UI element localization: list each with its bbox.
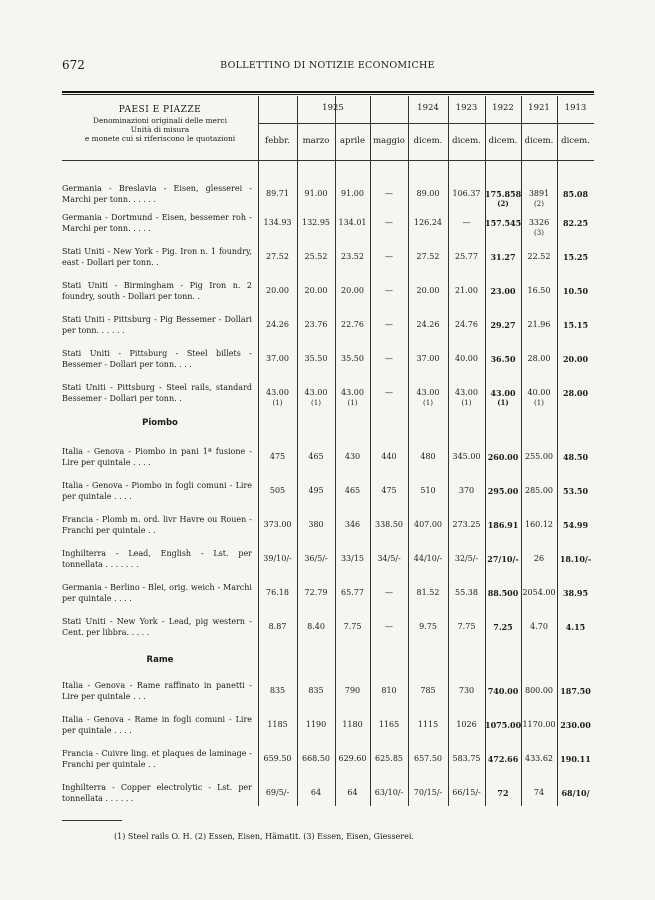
cell-note: (1) bbox=[423, 399, 433, 407]
table-cell: 157.545 bbox=[485, 218, 522, 228]
table-cell: 8.40 bbox=[307, 622, 325, 631]
table-cell: 64 bbox=[347, 788, 358, 797]
table-cell: 273.25 bbox=[452, 520, 481, 529]
page-number: 672 bbox=[62, 58, 85, 72]
table-cell: 43.00 (1) bbox=[297, 388, 335, 408]
month-header: dicem. bbox=[488, 136, 518, 146]
table-cell: 82.25 bbox=[562, 218, 589, 228]
table-cell: 81.52 bbox=[416, 588, 440, 597]
section-heading: Rame bbox=[146, 655, 174, 665]
row-label: Germania - Dortmund - Eisen, bessemer roh - Marchi per tonn. . . . . bbox=[62, 213, 252, 233]
table-cell: 373.00 bbox=[263, 520, 292, 529]
column-divider bbox=[258, 96, 259, 806]
table-cell: 7.25 bbox=[493, 622, 513, 632]
table-cell: 187.50 bbox=[560, 686, 591, 696]
table-cell: 68/10/ bbox=[561, 788, 590, 798]
table-cell: 89.00 bbox=[416, 189, 440, 198]
table-cell: 126.24 bbox=[414, 218, 442, 227]
month-header: dicem. bbox=[561, 136, 590, 146]
table-cell: 16.50 bbox=[527, 286, 551, 295]
table-cell: 800.00 bbox=[525, 686, 553, 695]
table-cell: 583.75 bbox=[452, 754, 481, 763]
month-header: dicem. bbox=[524, 136, 554, 146]
table-cell: — bbox=[385, 286, 393, 295]
table-cell: 629.60 bbox=[338, 754, 367, 763]
table-cell: 18.10/- bbox=[559, 554, 592, 564]
table-cell: 1165 bbox=[378, 720, 400, 729]
table-cell: 810 bbox=[381, 686, 397, 695]
table-cell: 20.00 bbox=[341, 286, 364, 295]
year-header: 1922 bbox=[492, 103, 514, 113]
table-cell: 43.00 (1) bbox=[408, 388, 448, 408]
running-title: BOLLETTINO DI NOTIZIE ECONOMICHE bbox=[220, 60, 435, 71]
table-cell: 27/10/- bbox=[487, 554, 519, 564]
table-cell: 465 bbox=[344, 486, 361, 495]
table-cell: 25.77 bbox=[455, 252, 478, 261]
table-cell: 54.99 bbox=[562, 520, 589, 530]
table-cell: 1170.00 bbox=[522, 720, 556, 729]
label-header-line4: e monete cui si riferiscono le quotazioni bbox=[84, 134, 236, 143]
table-cell: 1026 bbox=[456, 720, 477, 729]
table-cell: 190.11 bbox=[560, 754, 591, 764]
table-cell: 20.00 bbox=[266, 286, 289, 295]
table-cell: 132.95 bbox=[302, 218, 330, 227]
table-cell: 465 bbox=[308, 452, 324, 461]
table-cell: 43.00 (1) bbox=[448, 388, 485, 408]
table-cell: — bbox=[462, 218, 471, 227]
label-header-line2: Denominazioni originali delle merci bbox=[93, 116, 227, 125]
table-cell: 1075.00 bbox=[485, 720, 522, 730]
table-cell: 1115 bbox=[417, 720, 439, 729]
row-label: Inghilterra - Copper electrolytic - Lst. per tonnellata . . . . . . bbox=[62, 783, 252, 803]
table-cell: — bbox=[385, 252, 393, 261]
year-header: 1921 bbox=[528, 103, 550, 113]
table-cell: 430 bbox=[344, 452, 361, 461]
table-cell: 40.00 bbox=[455, 354, 478, 363]
table-cell: 28.00 bbox=[527, 354, 551, 363]
year-header: 1925 bbox=[322, 103, 344, 113]
table-cell: 39/10/- bbox=[263, 554, 292, 563]
table-cell: 8.87 bbox=[268, 622, 287, 631]
cell-note: (3) bbox=[534, 229, 544, 237]
table-cell: 74 bbox=[533, 788, 545, 797]
cell-note: (1) bbox=[534, 399, 544, 407]
table-cell: — bbox=[385, 622, 393, 631]
table-cell: 24.26 bbox=[416, 320, 440, 329]
table-cell: 36/5/- bbox=[304, 554, 328, 563]
cell-note: (1) bbox=[272, 399, 283, 407]
table-cell: 433.62 bbox=[525, 754, 553, 763]
table-cell: 10.50 bbox=[562, 286, 589, 296]
header-bottom-rule bbox=[62, 160, 594, 161]
table-cell: 657.50 bbox=[414, 754, 442, 763]
cell-note: (1) bbox=[347, 399, 358, 407]
table-cell: 65.77 bbox=[341, 588, 364, 597]
year-header: 1924 bbox=[417, 103, 439, 113]
cell-note: (2) bbox=[497, 199, 509, 208]
table-cell: 91.00 bbox=[304, 189, 328, 198]
footnote: (1) Steel rails O. H. (2) Essen, Eisen, Hämatit. (3) Essen, Eisen, Giesserei. bbox=[114, 832, 414, 841]
column-divider bbox=[557, 96, 558, 806]
table-cell: 23.52 bbox=[341, 252, 364, 261]
year-header: 1913 bbox=[564, 103, 587, 113]
table-cell: 32/5/- bbox=[454, 554, 479, 563]
table-cell: 346 bbox=[344, 520, 361, 529]
table-cell: 43.00 (1) bbox=[335, 388, 370, 408]
table-cell: 21.00 bbox=[455, 286, 478, 295]
table-cell: 44/10/- bbox=[413, 554, 443, 563]
table-cell: 43.00 (1) bbox=[258, 388, 297, 408]
month-header: dicem. bbox=[413, 136, 443, 146]
section-heading: Piombo bbox=[142, 418, 178, 428]
cell-note: (2) bbox=[534, 200, 544, 208]
row-label: Stati Uniti - Pittsburg - Steel billets - Bessemer - Dollari per tonn. . . . bbox=[62, 349, 252, 369]
header-divider bbox=[258, 123, 594, 124]
table-cell: 472.66 bbox=[487, 754, 519, 764]
table-cell: 255.00 bbox=[525, 452, 553, 461]
column-divider bbox=[335, 96, 336, 806]
top-rule-thin bbox=[62, 94, 594, 95]
table-cell: 33/15 bbox=[340, 554, 365, 563]
table-cell: 72 bbox=[497, 788, 509, 798]
table-cell: 345.00 bbox=[452, 452, 481, 461]
cell-note: (1) bbox=[311, 399, 321, 407]
table-cell: 4.70 bbox=[530, 622, 548, 631]
table-cell: 20.00 bbox=[304, 286, 328, 295]
table-cell: 440 bbox=[381, 452, 397, 461]
month-header: febbr. bbox=[265, 136, 290, 146]
row-label: Germania - Breslavia - Eisen, glesserei - Marchi per tonn. . . . . . bbox=[62, 184, 252, 204]
table-cell: 475 bbox=[381, 486, 397, 495]
month-header: aprile bbox=[339, 136, 366, 146]
table-cell: 70/15/- bbox=[413, 788, 443, 797]
table-cell: 37.00 bbox=[266, 354, 289, 363]
table-cell: 295.00 bbox=[487, 486, 519, 496]
table-cell: 28.00 bbox=[562, 388, 589, 398]
table-cell: 38.95 bbox=[562, 588, 589, 598]
table-cell: 25.52 bbox=[304, 252, 328, 261]
table-cell: 7.75 bbox=[457, 622, 476, 631]
table-cell: 1185 bbox=[267, 720, 288, 729]
table-cell: 668.50 bbox=[302, 754, 330, 763]
row-label: Stati Uniti - New York - Pig. Iron n. 1 foundry, east - Dollari per tonn. . bbox=[62, 247, 252, 267]
table-cell: 106.37 bbox=[452, 189, 481, 198]
table-cell: 175.858 (2) bbox=[485, 189, 522, 208]
table-cell: 27.52 bbox=[416, 252, 440, 261]
table-cell: 20.00 bbox=[416, 286, 440, 295]
row-label: Francia - Plomb m. ord. livr Havre ou Rouen - Franchi per quintale . . bbox=[62, 515, 252, 535]
table-cell: 2054.00 bbox=[522, 588, 556, 597]
table-cell: 34/5/- bbox=[377, 554, 401, 563]
row-label: Inghilterra - Lead, English - Lst. per tonnellata . . . . . . . bbox=[62, 549, 252, 569]
column-divider bbox=[408, 96, 409, 806]
table-cell: 15.25 bbox=[562, 252, 589, 262]
table-cell: 407.00 bbox=[414, 520, 442, 529]
table-cell: 260.00 bbox=[487, 452, 519, 462]
table-cell: 475 bbox=[269, 452, 286, 461]
table-cell: 15.15 bbox=[562, 320, 589, 330]
year-header: 1923 bbox=[455, 103, 478, 113]
table-cell: 7.75 bbox=[343, 622, 362, 631]
table-cell: 160.12 bbox=[525, 520, 553, 529]
table-cell: 480 bbox=[420, 452, 436, 461]
table-cell: 66/15/- bbox=[452, 788, 481, 797]
footnote-rule bbox=[62, 820, 122, 821]
month-header: maggio bbox=[373, 136, 405, 146]
table-cell: 36.50 bbox=[490, 354, 516, 364]
row-label: Italia - Genova - Piombo in pani 1ª fusione - Lire per quintale . . . . bbox=[62, 447, 252, 467]
table-cell: 730 bbox=[458, 686, 475, 695]
table-cell: 23.00 bbox=[490, 286, 516, 296]
table-cell: — bbox=[385, 218, 393, 227]
table-cell: 23.76 bbox=[304, 320, 328, 329]
row-label: Stati Uniti - Pittsburg - Pig Bessemer - Dollari per tonn. . . . . . bbox=[62, 315, 252, 335]
row-label: Italia - Genova - Rame in fogli comuni - Lire per quintale . . . . bbox=[62, 715, 252, 735]
table-cell: 76.18 bbox=[266, 588, 289, 597]
table-cell: 510 bbox=[420, 486, 436, 495]
table-cell: 1190 bbox=[305, 720, 327, 729]
table-cell: 380 bbox=[308, 520, 324, 529]
row-label: Francia - Cuivre ling. et plaques de laminage - Franchi per quintale . . bbox=[62, 749, 252, 769]
table-cell: 24.76 bbox=[455, 320, 478, 329]
table-cell: 285.00 bbox=[525, 486, 553, 495]
month-header: dicem. bbox=[452, 136, 481, 146]
table-cell: — bbox=[385, 354, 393, 363]
table-cell: 69/5/- bbox=[265, 788, 290, 797]
table-cell: 9.75 bbox=[419, 622, 437, 631]
cell-note: (1) bbox=[497, 398, 509, 407]
table-cell: 505 bbox=[269, 486, 286, 495]
table-cell: 55.38 bbox=[455, 588, 478, 597]
column-divider bbox=[448, 96, 449, 806]
table-cell: 3326 (3) bbox=[521, 218, 557, 238]
table-cell: 338.50 bbox=[375, 520, 403, 529]
table-cell: 740.00 bbox=[487, 686, 519, 696]
table-cell: 3891 (2) bbox=[521, 189, 557, 209]
month-header: marzo bbox=[302, 136, 330, 146]
column-divider bbox=[297, 96, 298, 806]
top-rule bbox=[62, 91, 594, 93]
table-cell: 134.01 bbox=[338, 218, 367, 227]
row-label: Italia - Genova - Piombo in fogli comuni - Lire per quintale . . . . bbox=[62, 481, 252, 501]
column-divider bbox=[370, 96, 371, 806]
table-cell: 495 bbox=[308, 486, 324, 495]
table-cell: 89.71 bbox=[266, 189, 289, 198]
table-cell: 4.15 bbox=[565, 622, 586, 632]
table-cell: 20.00 bbox=[562, 354, 589, 364]
table-cell: 22.76 bbox=[341, 320, 364, 329]
table-cell: 63/10/- bbox=[374, 788, 404, 797]
table-cell: 24.26 bbox=[266, 320, 289, 329]
cell-note: (1) bbox=[461, 399, 472, 407]
table-cell: 35.50 bbox=[341, 354, 364, 363]
row-label: Stati Uniti - New York - Lead, pig western - Cent. per libbra. . . . . bbox=[62, 617, 252, 637]
table-cell: — bbox=[385, 388, 393, 397]
label-header bbox=[62, 104, 258, 143]
table-cell: 835 bbox=[269, 686, 286, 695]
row-label: Stati Uniti - Birmingham - Pig Iron n. 2 foundry, south - Dollari per tonn. . bbox=[62, 281, 252, 301]
label-header-title: PAESI E PIAZZE bbox=[118, 105, 202, 115]
row-label: Stati Uniti - Pittsburg - Steel rails, standard Bessemer - Dollari per tonn. . bbox=[62, 383, 252, 403]
table-cell: 790 bbox=[344, 686, 361, 695]
table-cell: 53.50 bbox=[562, 486, 589, 496]
table-cell: 72.79 bbox=[304, 588, 328, 597]
table-cell: 91.00 bbox=[341, 189, 364, 198]
row-label: Italia - Genova - Rame raffinato in panetti - Lire per quintale . . . bbox=[62, 681, 252, 701]
label-header-line3: Unità di misura bbox=[130, 125, 190, 134]
table-cell: 1180 bbox=[342, 720, 363, 729]
table-cell: — bbox=[385, 320, 393, 329]
table-cell: 37.00 bbox=[416, 354, 440, 363]
table-cell: 26 bbox=[533, 554, 545, 563]
table-cell: 625.85 bbox=[375, 754, 403, 763]
table-cell: 27.52 bbox=[266, 252, 289, 261]
table-cell: 85.08 bbox=[562, 189, 589, 199]
table-cell: — bbox=[385, 588, 393, 597]
table-cell: 659.50 bbox=[263, 754, 292, 763]
table-cell: 370 bbox=[458, 486, 475, 495]
table-cell: 22.52 bbox=[527, 252, 551, 261]
table-cell: 31.27 bbox=[490, 252, 516, 262]
table-cell: 186.91 bbox=[487, 520, 519, 530]
table-cell: 40.00 (1) bbox=[521, 388, 557, 408]
table-cell: 134.93 bbox=[263, 218, 292, 227]
table-cell: 835 bbox=[308, 686, 324, 695]
table-cell: 35.50 bbox=[304, 354, 328, 363]
table-cell: 785 bbox=[420, 686, 436, 695]
table-cell: 48.50 bbox=[562, 452, 589, 462]
table-cell: 230.00 bbox=[560, 720, 591, 730]
table-cell: 64 bbox=[310, 788, 322, 797]
table-cell: 88.500 bbox=[487, 588, 519, 598]
row-label: Germania - Berlino - Blei, orig. weich - Marchi per quintale . . . . bbox=[62, 583, 252, 603]
table-cell: 21.96 bbox=[527, 320, 551, 329]
table-cell: 29.27 bbox=[490, 320, 516, 330]
table-cell: 43.00 (1) bbox=[485, 388, 521, 408]
table-cell: — bbox=[385, 189, 393, 198]
